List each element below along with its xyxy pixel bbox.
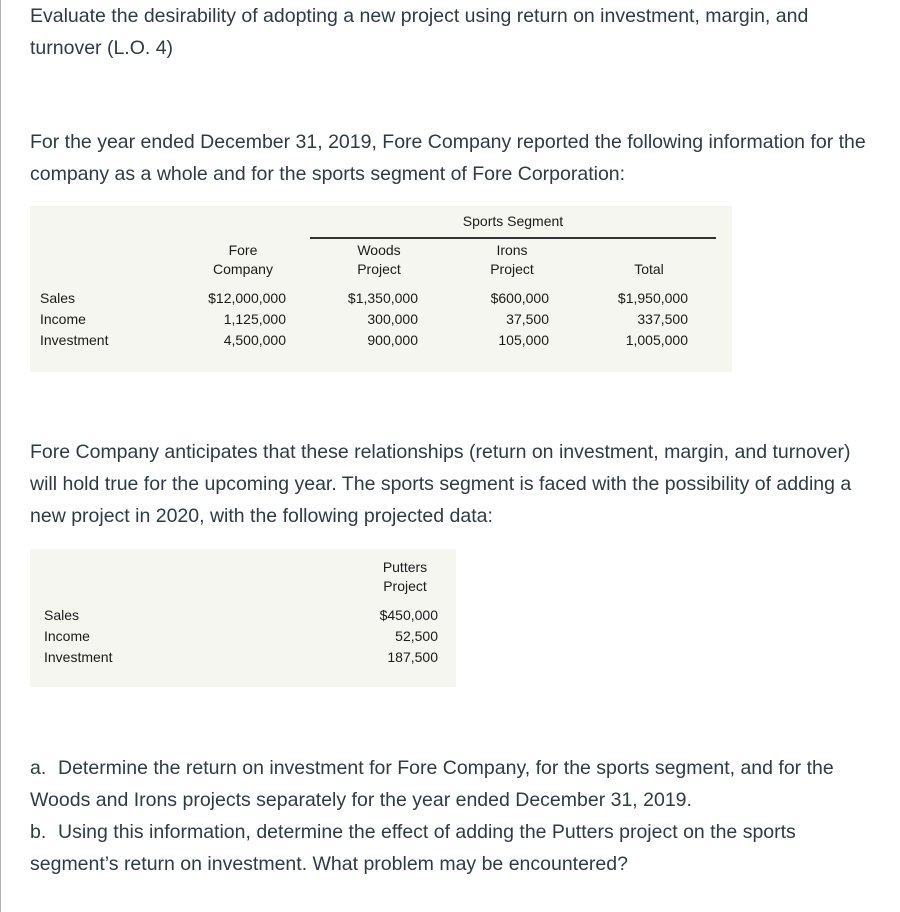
row-label-income: Income xyxy=(40,311,86,327)
total-investment: 1,005,000 xyxy=(625,332,688,348)
sports-segment-rule xyxy=(310,237,716,239)
total-income: 337,500 xyxy=(637,311,688,327)
fore-income: 1,125,000 xyxy=(223,311,286,327)
putters-sales: $450,000 xyxy=(379,607,438,623)
fore-sales: $12,000,000 xyxy=(208,290,286,306)
putters-investment: 187,500 xyxy=(387,649,438,665)
col-header-irons-line1: Irons xyxy=(496,242,528,258)
questions-block xyxy=(30,752,880,880)
anticipation-paragraph: Fore Company anticipates that these relationships (return on investment, margin, and turnover) will hold true for the upcoming year. The sports segment is faced with the possibility of adding a new project in 2020, with the following projected data: xyxy=(30,441,852,527)
col-header-fore-line2: Company xyxy=(213,261,273,277)
question-b-text: Using this information, determine the effect of adding the Putters project on the sports segment’s return on investment. What problem may be encountered? xyxy=(30,821,796,875)
row-label-investment: Investment xyxy=(40,332,109,348)
putters-row-label-investment: Investment xyxy=(44,649,113,665)
irons-sales: $600,000 xyxy=(490,290,549,306)
total-sales: $1,950,000 xyxy=(617,290,688,306)
col-header-irons-line2: Project xyxy=(490,261,534,277)
question-a xyxy=(30,752,880,816)
putters-row-label-income: Income xyxy=(44,628,90,644)
left-border xyxy=(0,0,1,912)
question-b-label: b. xyxy=(30,821,47,843)
putters-row-label-sales: Sales xyxy=(44,607,80,623)
woods-investment: 900,000 xyxy=(367,332,418,348)
putters-income: 52,500 xyxy=(395,628,438,644)
col-header-woods-line1: Woods xyxy=(357,242,401,258)
intro-paragraph: For the year ended December 31, 2019, Fore Company reported the following information for the company as a whole and for the sports segment of Fore Corporation: xyxy=(30,131,866,185)
irons-income: 37,500 xyxy=(506,311,549,327)
irons-investment: 105,000 xyxy=(498,332,549,348)
problem-title: Evaluate the desirability of adopting a new project using return on investment, margin, and turnover (L.O. 4) xyxy=(30,5,809,59)
row-label-sales: Sales xyxy=(40,290,76,306)
putters-table xyxy=(30,549,456,687)
col-header-woods-line2: Project xyxy=(357,261,401,277)
question-b xyxy=(30,816,880,880)
col-header-putters-line2: Project xyxy=(383,578,427,594)
woods-sales: $1,350,000 xyxy=(347,290,418,306)
col-header-fore-line1: Fore xyxy=(228,242,258,258)
sports-segment-header: Sports Segment xyxy=(462,213,564,229)
fore-investment: 4,500,000 xyxy=(223,332,286,348)
woods-income: 300,000 xyxy=(367,311,418,327)
financial-table xyxy=(30,206,732,372)
col-header-total: Total xyxy=(634,261,664,277)
question-a-text: Determine the return on investment for Fore Company, for the sports segment, and for the Woods and Irons projects separately for the year ended December 31, 2019. xyxy=(30,757,834,811)
col-header-putters-line1: Putters xyxy=(382,559,428,575)
question-a-label: a. xyxy=(30,757,47,779)
